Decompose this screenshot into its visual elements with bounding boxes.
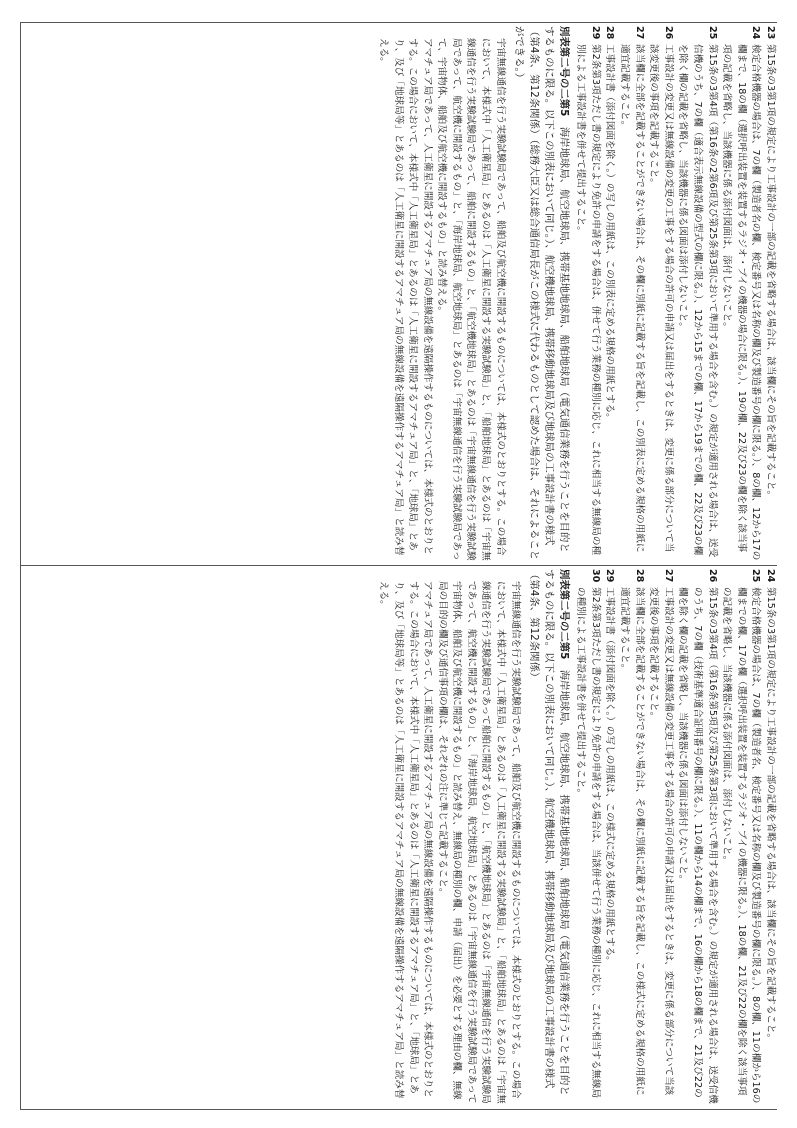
note-item: 30 第2条第3項ただし書の規定により免許の申請をする場合は、当該併せて行う業務の種別に応じ、これに相当する無線局の種別による工事設計書を併せて提出すること。 xyxy=(575,569,601,1099)
note-item: 23 第15条の3第1項の規定により工事設計の一部の記載を省略する場合は、該当欄にその旨を記載すること。 xyxy=(765,26,776,501)
body-paragraph: 宇宙無線通信を行う実験試験局であって、船舶及び航空機に開設するものについては、本様式のとおりとする。この場合において、本様式中「人工衛星局」とあるのは「人工衛星に開設する実験試験局」と、「船舶地球局」とあるのは「宇宙無線通信を行う実験試験局であって船舶に開設するもの」と、「航空機地球局」とあるのは「宇宙無線通信を行う実験試験局であって、航空機に開設するもの」と、「海岸地球局、航空地球局」とあるのは「宇宙無線通信を行う実験試験局であって宇宙物体、船舶及び航空機に開設するもの」と読み替え、無線局の種別の欄、申請（届出）を必要とする理由の欄、無線局の目的の欄及び通信事項の欄は、それぞれの注に準じて記載すること。 xyxy=(436,581,521,1104)
note-item: 25 検定合格機器の場合は、7の欄（製造者名、検定番号又は名称の欄及び製造番号の欄に限る。）、8の欄、11の欄から16の欄までの欄、17の欄（選択呼出装置を装置するラジオ・ブイの機器に限る。）、18の欄、21及び22の欄を除く該当事項の記載を省略し、当該機器に係る添付図面は、添付しないこと。 xyxy=(721,569,762,1104)
body-paragraph: アマチュア局であって、人工衛星に開設するアマチュア局の無線設備を遠隔操作するものについては、本様式のとおりとする。この場合において、本様式中「人工衛星局」とあるのは「人工衛星に開設するアマチュア局」と、「地球局」とあり、及び「地球局等」とあるのは「人工衛星に開設するアマチュア局の無線設備を遠隔操作するアマチュア局」と読み替える。 xyxy=(378,581,434,1099)
note-item: 25 第15条の3第4項（第16条の2第6項及び第25条第3項において準用する場合を含む。）の規定が適用される場合は、送受信機のうち、7の欄（適合表示無線設備の型式の欄に限る。）、12から15までの欄、17から19までの欄、22及び23の欄を除く欄の記載を省略し、当該機器に係る図面は添付しないこと。 xyxy=(677,26,718,558)
section-heading: 別表第二号の二第5 海岸地球局、航空地球局、携帯基地地球局、船舶地球局（電気通信業務を行うことを目的とするものに限る。以下この別表において同じ。）、航空機地球局、携帯移動地球局及び地球局の工事設計書の様式（第4条、第12条関係） xyxy=(527,569,570,1096)
note-item: 26 工事設計の変更又は無線設備の変更の工事をする場合の許可の申請又は届出をするときは、変更に係る部分について当該変更後の事項を記載すること。 xyxy=(648,26,674,553)
note-item: 28 工事設計書（添付図面を除く。）の写しの用紙は、この別表に定める規格の用紙とする。 xyxy=(604,26,616,423)
note-item: 27 該当欄に全部を記載することができない場合は、その欄に別紙に記載する旨を記載し、この別表に定める規格の用紙に適宜記載すること。 xyxy=(619,26,645,553)
top-rule xyxy=(20,22,777,23)
note-item: 26 第15条の3第4項（第16条第5項及び第25条第3項において準用する場合を含む。）の規定が適用される場合は、送受信機のうち、7の欄（技術基準適合証明番号の欄に限る。）、11の欄から14の欄まで、16の欄から18の欄まで、21及び22の欄を除く欄の記載を省略し、当該機器に係る図面は添付しないこと。 xyxy=(677,569,718,1104)
note-item: 24 検定合格機器の場合は、7の欄（製造者名の欄、検定番号又は名称の欄及び製造番号の欄に限る。）、8の欄、12から17の欄まで、18の欄（選択呼出装置を装置するラジオ・ブイの機器の場合に限る。）、19の欄、22及び23の欄を除く該当事項の記載を省略し、当該機器に係る添付図面は、添付しないこと。 xyxy=(721,26,762,561)
upper-section xyxy=(29,24,777,563)
note-item: 27 工事設計の変更又は無線設備の変更工事をする場合の許可の申請又は届出をするときは、変更に係る部分について当該変更後の事項を記載すること。 xyxy=(648,569,674,1096)
body-paragraph: アマチュア局であって、人工衛星に開設するアマチュア局の無線設備を遠隔操作するものについては、本様式のとおりとする。この場合において、本様式中「人工衛星局」とあるのは「人工衛星に開設するアマチュア局」と、「地球局」とあり、及び「地球局等」とあるのは「人工衛星に開設するアマチュア局の無線設備を遠隔操作するアマチュア局」と読み替える。 xyxy=(377,38,433,556)
note-item: 29 工事設計書（添付図面を除く。）の写しの用紙は、この様式に定める規格の用紙とする。 xyxy=(604,569,616,966)
left-rule xyxy=(20,22,21,1109)
note-item: 24 第15条の3第1項の規定により工事設計の一部の記載を省略する場合は、該当欄にその旨を記載すること。 xyxy=(765,569,776,1044)
note-item: 29 第2条第3項ただし書の規定により免許の申請をする場合は、併せて行う業務の種別に応じ、これに相当する無線局の種別による工事設計書を併せて提出すること。 xyxy=(575,26,601,556)
body-paragraph: 宇宙無線通信を行う実験試験局であって、船舶及び航空機に開設するものについては、本様式のとおりとする。この場合において、本様式中「人工衛星局」とあるのは「人工衛星に開設する実験試験局」と、「船舶地球局」とあるのは「宇宙無線通信を行う実験試験局であって、船舶に開設するもの」と、「航空機地球局」とあるのは「宇宙無線通信を行う実験試験局であって、航空機に開設するもの」と、「海岸地球局、航空地球局」とあるのは「宇宙無線通信を行う実験試験局であって、宇宙物体、船舶及び航空機に開設するもの」と読み替える。 xyxy=(436,38,506,561)
section-heading: 別表第二号の二第5 海岸地球局、航空地球局、携帯基地地球局、船舶地球局（電気通信業務を行うことを目的とするものに限る。以下この別表において同じ。）、航空機地球局、携帯移動地球局及び地球局の工事設計書の様式（第4条、第12条関係）（総務大臣又は総合通信局長がこの様式に代わるものとして認めた場合は、それによることができる。） xyxy=(512,26,570,561)
lower-section xyxy=(29,567,777,1106)
bottom-rule xyxy=(20,1109,777,1110)
note-item: 28 該当欄に全部を記載することができない場合は、その欄に別紙に記載する旨を記載し、この様式に定める規格の用紙に適宜記載すること。 xyxy=(619,569,645,1096)
middle-rule xyxy=(20,565,777,566)
